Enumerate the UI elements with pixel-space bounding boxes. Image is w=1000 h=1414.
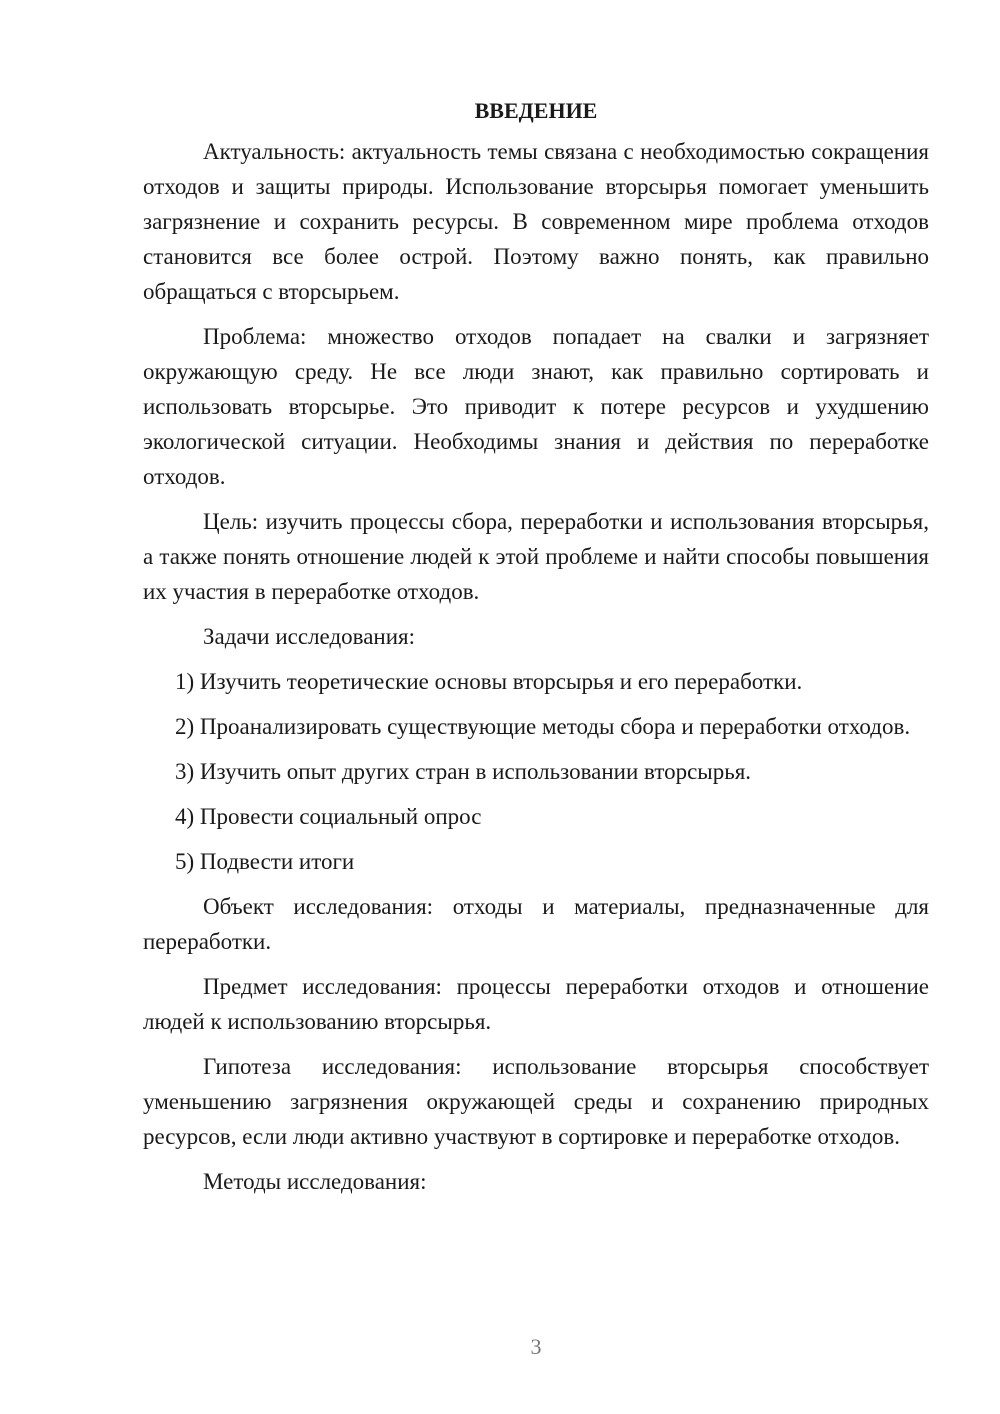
task-item-4: 4) Провести социальный опрос	[175, 804, 482, 829]
paragraph-subject: Предмет исследования: процессы переработки отходов и отношение людей к использованию вторсырья.	[143, 974, 929, 1034]
paragraph-problem: Проблема: множество отходов попадает на свалки и загрязняет окружающую среду. Не все люди знают, как правильно сортировать и использовать вторсырье. Это приводит к потере ресурсов и ухудшению экологической ситуации. Необходимы знания и действия по переработке отходов.	[143, 324, 929, 489]
methods-heading: Методы исследования:	[203, 1169, 427, 1194]
section-title: ВВЕДЕНИЕ	[474, 98, 598, 123]
paragraph-hypothesis: Гипотеза исследования: использование вторсырья способствует уменьшению загрязнения окружающей среды и сохранению природных ресурсов, если люди активно участвуют в сортировке и переработке отходов.	[143, 1054, 929, 1149]
paragraph-relevance: Актуальность: актуальность темы связана с необходимостью сокращения отходов и защиты природы. Использование вторсырья помогает уменьшить загрязнение и сохранить ресурсы. В современном мире проблема отходов становится все более острой. Поэтому важно понять, как правильно обращаться с вторсырьем.	[143, 139, 929, 304]
task-item-2: 2) Проанализировать существующие методы сбора и переработки отходов.	[175, 714, 911, 739]
task-item-3: 3) Изучить опыт других стран в использовании вторсырья.	[175, 759, 752, 784]
tasks-heading: Задачи исследования:	[203, 624, 416, 649]
paragraph-object: Объект исследования: отходы и материалы, предназначенные для переработки.	[143, 894, 929, 954]
task-item-1: 1) Изучить теоретические основы вторсырья и его переработки.	[175, 669, 803, 694]
task-item-5: 5) Подвести итоги	[175, 849, 355, 874]
paragraph-goal: Цель: изучить процессы сбора, переработки и использования вторсырья, а также понять отношение людей к этой проблеме и найти способы повышения их участия в переработке отходов.	[143, 509, 929, 604]
page-content	[143, 96, 929, 1209]
page-number: 3	[530, 1334, 542, 1359]
